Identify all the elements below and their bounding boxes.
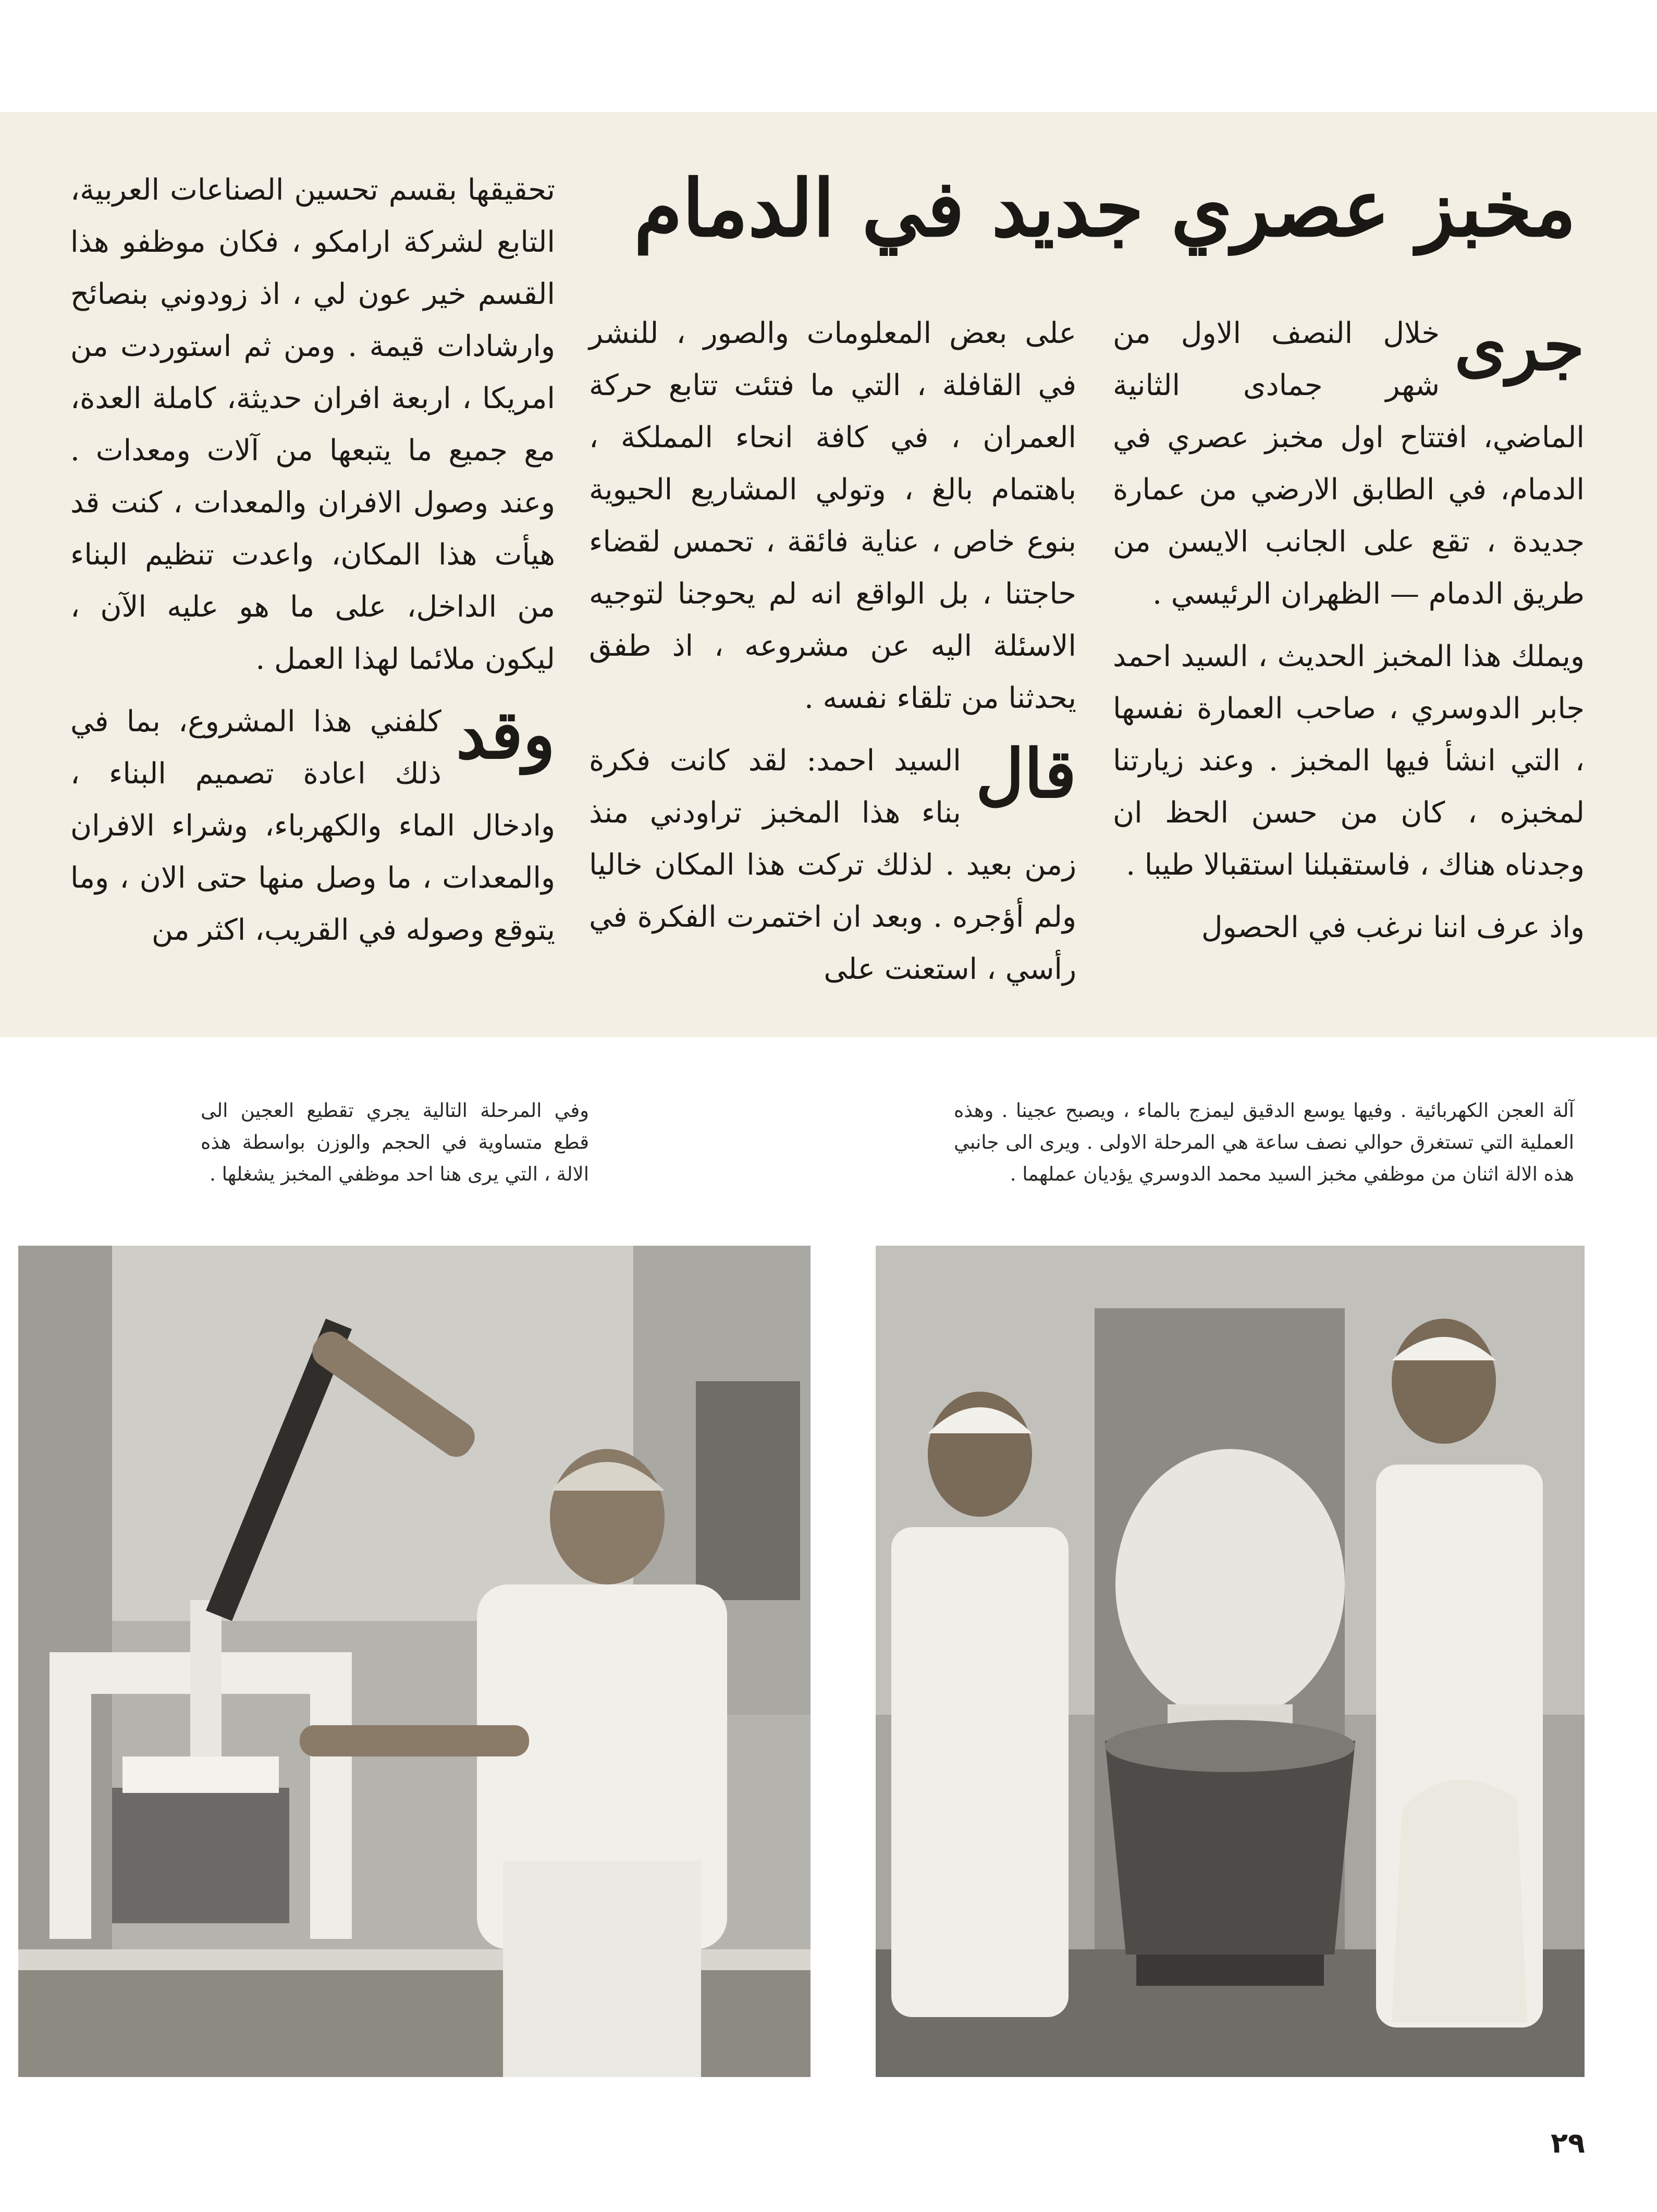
photo-caption-left: وفي المرحلة التالية يجري تقطيع العجين الى قطع متساوية في الحجم والوزن بواسطة هذه الالة ، التي يرى هنا احد موظفي المخبز يشغلها . xyxy=(201,1099,589,1185)
photo-dough-cutter xyxy=(18,1246,811,2077)
paragraph-text: خلال النصف الاول من شهر جمادى الثانية الماضي، افتتاح اول مخبز عصري في الدمام، في الطابق الارضي من عمارة جديدة ، تقع على الجانب الايسن من طريق الدمام — الظهران الرئيسي . xyxy=(1113,316,1585,611)
paragraph: على بعض المعلومات والصور ، للنشر في القافلة ، التي ما فتئت تتابع حركة العمران ، في كافة انحاء المملكة ، باهتمام بالغ ، وتولي المشاريع الحيوية بنوع خاص ، عناية فائقة ، تحمس لقضاء حاجتنا ، بل الواقع انه لم يحوجنا لتوجيه الاسئلة اليه عن مشروعه ، اذ طفق يحدثنا من تلقاء نفسه . xyxy=(589,316,1076,715)
drop-cap: قال xyxy=(975,735,1076,813)
paragraph xyxy=(70,696,555,956)
paragraph xyxy=(589,735,1076,996)
article-title: مخبز عصري جديد في الدمام xyxy=(634,163,1576,254)
drop-cap: وقد xyxy=(456,696,555,774)
page-number: ٢٩ xyxy=(1551,2127,1585,2159)
paragraph: ويملك هذا المخبز الحديث ، السيد احمد جابر الدوسري ، صاحب العمارة نفسها ، التي انشأ فيها المخبز . وعند زيارتنا لمخبزه ، كان من حسن الحظ ان وجدناه هناك ، فاستقبلنا استقبالا طيبا . xyxy=(1113,640,1585,882)
paragraph xyxy=(1113,308,1585,620)
text-column-left xyxy=(70,164,555,967)
photo-caption-right: آلة العجن الكهربائية . وفيها يوسع الدقيق ليمزج بالماء ، ويصبح عجينا . وهذه العملية التي تستغرق حوالي نصف ساعة هي المرحلة الاولى . ويرى الى جانبي هذه الالة اثنان من موظفي مخبز السيد محمد الدوسري يؤديان عملهما . xyxy=(954,1099,1574,1185)
paragraph-text: كلفني هذا المشروع، بما في ذلك اعادة تصميم البناء ، وادخال الماء والكهرباء، وشراء الافران والمعدات ، ما وصل منها حتى الان ، وما يتوقع وصوله في القريب، اكثر من xyxy=(70,705,555,947)
text-column-middle xyxy=(589,308,1076,1006)
text-column-right xyxy=(1113,308,1585,964)
drop-cap: جرى xyxy=(1454,308,1585,386)
paragraph: واذ عرف اننا نرغب في الحصول xyxy=(1201,911,1585,944)
paragraph: تحقيقها بقسم تحسين الصناعات العربية، التابع لشركة ارامكو ، فكان موظفو هذا القسم خير عون لي ، اذ زودوني بنصائح وارشادات قيمة . ومن ثم استوردت من امريكا ، اربعة افران حديثة، كاملة العدة، مع جميع ما يتبعها من آلات ومعدات . وعند وصول الافران والمعدات ، كنت قد هيأت هذا المكان، واعدت تنظيم البناء من الداخل، على ما هو عليه الآن ، ليكون ملائما لهذا العمل . xyxy=(70,173,555,676)
paragraph-text: السيد احمد: لقد كانت فكرة بناء هذا المخبز تراودني منذ زمن بعيد . لذلك تركت هذا المكان خاليا ولم أؤجره . وبعد ان اختمرت الفكرة في رأسي ، استعنت على xyxy=(589,744,1076,986)
photo-kneading-machine xyxy=(876,1246,1585,2077)
